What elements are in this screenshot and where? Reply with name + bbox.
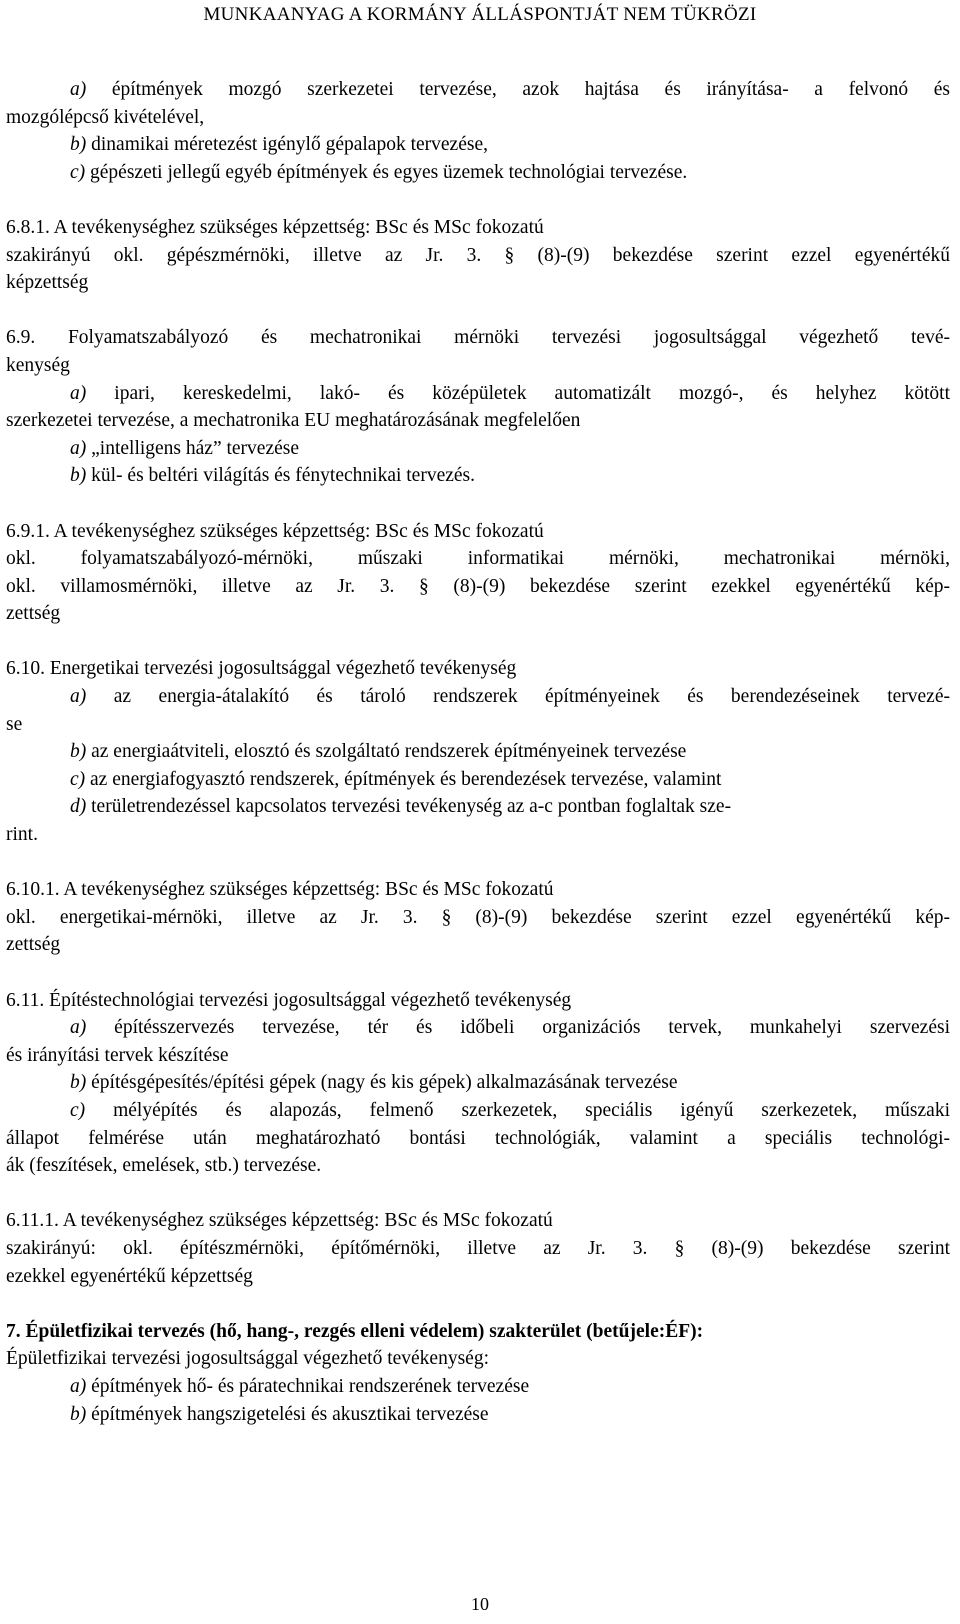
section-6-9-1-title: 6.9.1. A tevékenységhez szükséges képzettség: BSc és MSc fokozatú xyxy=(6,520,544,542)
list-item-b: b) kül- és beltéri világítás és fénytechnikai tervezés. xyxy=(70,465,476,487)
section-6-9-1-text-2: okl. villamosmérnöki, illetve az Jr. 3. § (8)-(9) bekezdése szerint ezekkel egyenértékű kép- xyxy=(6,575,950,597)
section-6-11-title: 6.11. Építéstechnológiai tervezési jogosultsággal végezhető tevékenység xyxy=(6,989,572,1011)
section-6-10-title: 6.10. Energetikai tervezési jogosultsággal végezhető tevékenység xyxy=(6,658,517,680)
section-6-10-1-title: 6.10.1. A tevékenységhez szükséges képzettség: BSc és MSc fokozatú xyxy=(6,879,554,901)
section-6-11-1-title: 6.11.1. A tevékenységhez szükséges képzettség: BSc és MSc fokozatú xyxy=(6,1210,553,1232)
list-item-b: b) építmények hangszigetelési és akusztikai tervezése xyxy=(70,1403,489,1425)
section-6-8-1-text: szakirányú okl. gépészmérnöki, illetve az Jr. 3. § (8)-(9) bekezdése szerint ezzel egyenértékű xyxy=(6,244,950,266)
section-6-11-1-text: szakirányú: okl. építészmérnöki, építőmérnöki, illetve az Jr. 3. § (8)-(9) bekezdése szerint xyxy=(6,1237,950,1259)
list-item-a-cont: és irányítási tervek készítése xyxy=(6,1044,229,1066)
list-item-d: d) területrendezéssel kapcsolatos tervezési tevékenység az a-c pontban foglaltak sze- xyxy=(70,796,732,818)
list-item-b: b) dinamikai méretezést igénylő gépalapok tervezése, xyxy=(70,134,488,156)
list-item-c: c) az energiafogyasztó rendszerek, építmények és berendezések tervezése, valamint xyxy=(70,768,722,790)
list-item-c-cont: állapot felmérése után meghatározható bontási technológiák, valamint a speciális technológi- xyxy=(6,1127,950,1149)
section-6-11-1-text-end: ezekkel egyenértékű képzettség xyxy=(6,1265,253,1287)
document-body xyxy=(6,76,950,1428)
list-item-a: a) építmények mozgó szerkezetei tervezése, azok hajtása és irányítása- a felvonó és xyxy=(70,79,950,100)
list-item-a: a) építésszervezés tervezése, tér és időbeli organizációs tervek, munkahelyi szervezési xyxy=(70,1017,950,1039)
section-6-8-1-title: 6.8.1. A tevékenységhez szükséges képzettség: BSc és MSc fokozatú xyxy=(6,216,544,238)
list-item-a-cont: mozgólépcső kivételével, xyxy=(6,106,205,128)
section-7-intro: Épületfizikai tervezési jogosultsággal végezhető tevékenység: xyxy=(6,1348,489,1370)
list-item-c: c) mélyépítés és alapozás, felmenő szerkezetek, speciális igényű szerkezetek, műszaki xyxy=(70,1099,950,1121)
list-item-c-cont-2: ák (feszítések, emelések, stb.) tervezése. xyxy=(6,1155,322,1177)
list-item-a: a) építmények hő- és páratechnikai rendszerének tervezése xyxy=(70,1375,530,1397)
section-6-9-title: 6.9. Folyamatszabályozó és mechatronikai mérnöki tervezési jogosultsággal végezhető tevé- xyxy=(6,327,950,349)
page-header: MUNKAANYAG A KORMÁNY ÁLLÁSPONTJÁT NEM TÜKRÖZI xyxy=(203,4,757,25)
section-7-heading: 7. Épületfizikai tervezés (hő, hang-, rezgés elleni védelem) szakterület (betűjele:ÉF): xyxy=(6,1320,704,1342)
section-6-8-1-text-end: képzettség xyxy=(6,272,89,294)
list-item-b: b) építésgépesítés/építési gépek (nagy és kis gépek) alkalmazásának tervezése xyxy=(70,1072,678,1094)
list-item-a-cont: szerkezetei tervezése, a mechatronika EU meghatározásának megfelelően xyxy=(6,410,581,432)
section-6-9-1-text-end: zettség xyxy=(6,603,61,625)
list-item-a: a) ipari, kereskedelmi, lakó- és középületek automatizált mozgó-, és helyhez kötött xyxy=(70,382,950,404)
section-6-9-1-text: okl. folyamatszabályozó-mérnöki, műszaki informatikai mérnöki, mechatronikai mérnöki, xyxy=(6,548,950,570)
list-item-a-cont: se xyxy=(6,713,23,735)
list-item-b: b) az energiaátviteli, elosztó és szolgáltató rendszerek építményeinek tervezése xyxy=(70,741,687,763)
list-item-a2: a) „intelligens ház” tervezése xyxy=(70,437,300,459)
section-6-10-1-text: okl. energetikai-mérnöki, illetve az Jr. 3. § (8)-(9) bekezdése szerint ezzel egyenértékű kép- xyxy=(6,906,950,928)
section-6-9-title-cont: kenység xyxy=(6,354,70,376)
page-number: 10 xyxy=(471,1594,489,1614)
section-6-10-1-text-end: zettség xyxy=(6,934,61,956)
list-item-d-cont: rint. xyxy=(6,824,38,846)
list-item-c: c) gépészeti jellegű egyéb építmények és egyes üzemek technológiai tervezése. xyxy=(70,161,688,183)
list-item-a: a) az energia-átalakító és tároló rendszerek építményeinek és berendezéseinek tervezé- xyxy=(70,686,950,708)
